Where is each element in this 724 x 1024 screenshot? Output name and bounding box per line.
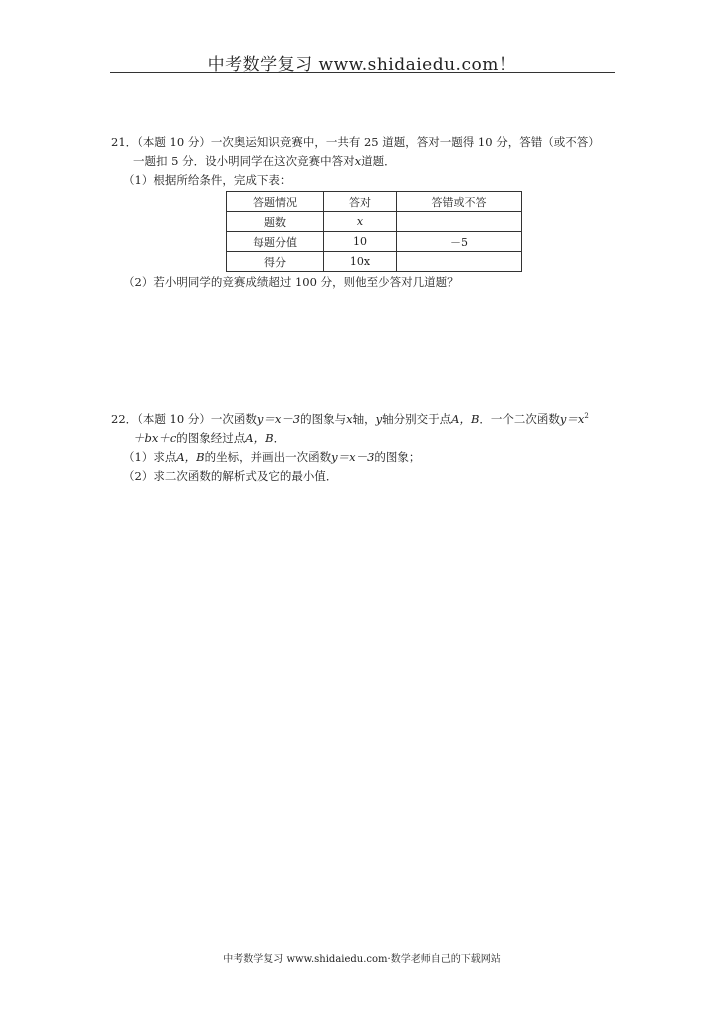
q21-part1: （1）根据所给条件，完成下表： <box>123 173 292 187</box>
question-21 <box>111 133 600 190</box>
table-cell: －5 <box>397 232 522 252</box>
table-cell: 题数 <box>227 212 324 232</box>
page-footer: 中考数学复习 www.shidaiedu.com·数学老师自己的下载网站 <box>223 954 501 965</box>
q22-part1: （1）求点A，B的坐标，并画出一次函数y＝x－3的图象； <box>123 449 421 464</box>
answer-table <box>226 191 522 272</box>
table-cell: 每题分值 <box>227 232 324 252</box>
table-cell <box>397 252 522 272</box>
table-cell <box>397 212 522 232</box>
page-header-title: 中考数学复习 www.shidaiedu.com！ <box>207 55 517 75</box>
table-header-cell: 答题情况 <box>227 192 324 212</box>
table-cell: 得分 <box>227 252 324 272</box>
table-row <box>227 232 522 252</box>
q22-line1: 22．（本题 10 分）一次函数y＝x－3的图象与x轴，y轴分别交于点A，B．一个二次函数$y=x^2$ <box>111 411 589 426</box>
table-row <box>227 212 522 232</box>
q21-line2: 一题扣 5 分．设小明同学在这次竞赛中答对x道题． <box>133 154 396 168</box>
question-22 <box>111 407 589 486</box>
table-row <box>227 192 522 212</box>
table-header-cell: 答错或不答 <box>397 192 522 212</box>
table-cell: 10x <box>324 252 397 272</box>
q22-part2: （2）求二次函数的解析式及它的最小值． <box>123 468 338 483</box>
header-divider <box>110 72 615 73</box>
table-row <box>227 252 522 272</box>
table-header-cell: 答对 <box>324 192 397 212</box>
table-cell: x <box>324 212 397 232</box>
q21-part2: （2）若小明同学的竞赛成绩超过 100 分，则他至少答对几道题？ <box>123 275 459 289</box>
q21-line1: 21．（本题 10 分）一次奥运知识竞赛中，一共有 25 道题，答对一题得 10 分，答错（或不答） <box>111 135 600 149</box>
q22-line2: ＋bx＋c的图象经过点A，B． <box>133 430 286 445</box>
table-cell: 10 <box>324 232 397 252</box>
